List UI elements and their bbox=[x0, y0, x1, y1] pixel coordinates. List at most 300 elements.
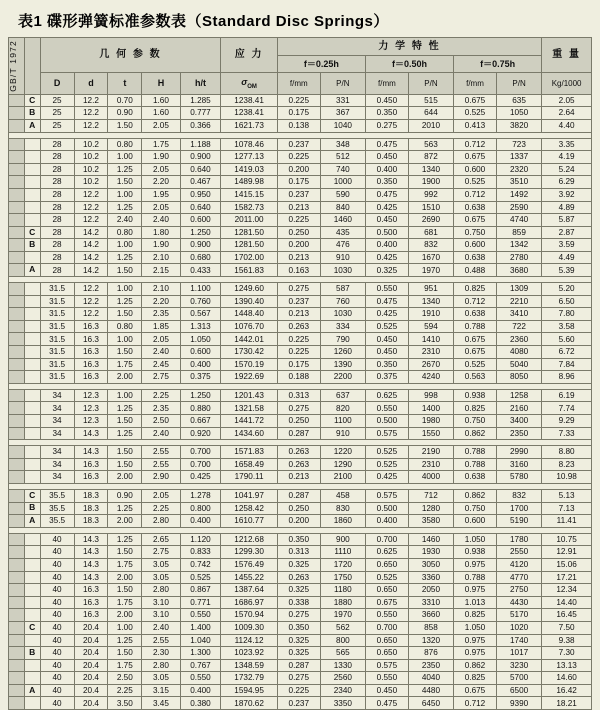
cell-thickness: 2.00 bbox=[108, 609, 142, 622]
cell-p-025: 840 bbox=[320, 201, 365, 214]
cell-f-050: 0.575 bbox=[365, 489, 408, 502]
table-row bbox=[9, 358, 592, 371]
cell-h-over-t: 0.400 bbox=[180, 515, 221, 528]
cell-p-050: 515 bbox=[408, 94, 453, 107]
cell-p-050: 2310 bbox=[408, 346, 453, 359]
cell-h-over-t: 0.880 bbox=[180, 402, 221, 415]
cell-inner-diameter: 16.3 bbox=[74, 371, 108, 384]
cell-p-075: 5040 bbox=[496, 358, 541, 371]
cell-p-050: 951 bbox=[408, 283, 453, 296]
cell-f-075: 0.825 bbox=[454, 402, 497, 415]
cell-p-025: 1290 bbox=[320, 458, 365, 471]
cell-stress: 1201.43 bbox=[221, 389, 277, 402]
cell-f-075: 0.975 bbox=[454, 584, 497, 597]
cell-p-075: 1017 bbox=[496, 647, 541, 660]
cell-stress: 1415.15 bbox=[221, 188, 277, 201]
group-cell bbox=[24, 176, 40, 189]
cell-p-025: 1720 bbox=[320, 558, 365, 571]
cell-outer-diameter: 34 bbox=[40, 402, 74, 415]
cell-inner-diameter: 16.3 bbox=[74, 458, 108, 471]
standard-strip-cell bbox=[9, 458, 25, 471]
cell-inner-diameter: 12.2 bbox=[74, 214, 108, 227]
cell-inner-diameter: 12.2 bbox=[74, 201, 108, 214]
cell-p-025: 565 bbox=[320, 647, 365, 660]
cell-p-050: 872 bbox=[408, 151, 453, 164]
cell-outer-diameter: 40 bbox=[40, 558, 74, 571]
cell-p-075: 1700 bbox=[496, 502, 541, 515]
cell-h-over-t: 1.188 bbox=[180, 138, 221, 151]
cell-inner-diameter: 16.3 bbox=[74, 609, 108, 622]
cell-outer-diameter: 35.5 bbox=[40, 489, 74, 502]
cell-weight: 7.84 bbox=[542, 358, 592, 371]
standard-strip-cell bbox=[9, 333, 25, 346]
cell-f-050: 0.350 bbox=[365, 176, 408, 189]
weight-header: 重 量 bbox=[542, 38, 592, 73]
col-header-D: D bbox=[40, 73, 74, 95]
cell-f-075: 0.525 bbox=[454, 358, 497, 371]
cell-f-050: 0.500 bbox=[365, 502, 408, 515]
cell-outer-diameter: 31.5 bbox=[40, 320, 74, 333]
cell-thickness: 1.00 bbox=[108, 188, 142, 201]
cell-inner-diameter: 20.4 bbox=[74, 647, 108, 660]
group-cell: C bbox=[24, 621, 40, 634]
cell-p-075: 832 bbox=[496, 489, 541, 502]
cell-p-025: 1750 bbox=[320, 571, 365, 584]
cell-p-050: 1400 bbox=[408, 402, 453, 415]
cell-f-075: 0.675 bbox=[454, 333, 497, 346]
cell-f-050: 0.350 bbox=[365, 358, 408, 371]
table-row bbox=[9, 402, 592, 415]
cell-thickness: 1.50 bbox=[108, 415, 142, 428]
standard-strip-cell bbox=[9, 119, 25, 132]
cell-f-025: 0.275 bbox=[277, 402, 320, 415]
cell-p-025: 910 bbox=[320, 251, 365, 264]
cell-h-over-t: 0.867 bbox=[180, 584, 221, 597]
cell-f-075: 0.712 bbox=[454, 295, 497, 308]
cell-thickness: 1.50 bbox=[108, 584, 142, 597]
cell-p-050: 2350 bbox=[408, 659, 453, 672]
cell-p-075: 5190 bbox=[496, 515, 541, 528]
group-cell bbox=[24, 596, 40, 609]
cell-stress: 1321.58 bbox=[221, 402, 277, 415]
cell-stress: 1702.00 bbox=[221, 251, 277, 264]
cell-h-over-t: 0.550 bbox=[180, 609, 221, 622]
cell-stress: 1238.41 bbox=[221, 94, 277, 107]
cell-f-075: 0.600 bbox=[454, 163, 497, 176]
cell-p-025: 910 bbox=[320, 427, 365, 440]
cell-thickness: 1.25 bbox=[108, 295, 142, 308]
cell-p-050: 1550 bbox=[408, 427, 453, 440]
cell-thickness: 2.00 bbox=[108, 515, 142, 528]
cell-h-over-t: 0.833 bbox=[180, 546, 221, 559]
cell-f-075: 0.675 bbox=[454, 684, 497, 697]
cell-p-050: 998 bbox=[408, 389, 453, 402]
cell-inner-diameter: 12.2 bbox=[74, 94, 108, 107]
cell-thickness: 2.25 bbox=[108, 684, 142, 697]
cell-thickness: 1.50 bbox=[108, 446, 142, 459]
cell-f-075: 1.013 bbox=[454, 596, 497, 609]
cell-height: 2.40 bbox=[142, 427, 180, 440]
table-row bbox=[9, 214, 592, 227]
cell-f-075: 0.675 bbox=[454, 151, 497, 164]
cell-outer-diameter: 28 bbox=[40, 251, 74, 264]
group-cell: A bbox=[24, 119, 40, 132]
cell-stress: 1571.83 bbox=[221, 446, 277, 459]
cell-thickness: 1.25 bbox=[108, 427, 142, 440]
geometry-header: 几 何 参 数 bbox=[40, 38, 221, 73]
table-row bbox=[9, 647, 592, 660]
cell-weight: 7.33 bbox=[542, 427, 592, 440]
cell-weight: 7.13 bbox=[542, 502, 592, 515]
cell-inner-diameter: 20.4 bbox=[74, 697, 108, 710]
cell-h-over-t: 0.600 bbox=[180, 346, 221, 359]
cell-p-025: 3350 bbox=[320, 697, 365, 710]
cell-weight: 4.40 bbox=[542, 119, 592, 132]
cell-f-025: 0.237 bbox=[277, 188, 320, 201]
cell-f-025: 0.250 bbox=[277, 415, 320, 428]
table-row bbox=[9, 634, 592, 647]
cell-f-050: 0.550 bbox=[365, 672, 408, 685]
cell-height: 2.40 bbox=[142, 214, 180, 227]
table-body bbox=[9, 94, 592, 709]
f050-header: f＝0.50h bbox=[365, 56, 453, 73]
cell-h-over-t: 1.300 bbox=[180, 647, 221, 660]
table-row bbox=[9, 226, 592, 239]
cell-stress: 1441.72 bbox=[221, 415, 277, 428]
cell-weight: 7.50 bbox=[542, 621, 592, 634]
standard-strip-cell bbox=[9, 295, 25, 308]
cell-thickness: 2.40 bbox=[108, 214, 142, 227]
cell-p-025: 1860 bbox=[320, 515, 365, 528]
f025-header: f＝0.25h bbox=[277, 56, 365, 73]
cell-inner-diameter: 14.3 bbox=[74, 533, 108, 546]
cell-f-025: 0.350 bbox=[277, 621, 320, 634]
cell-f-025: 0.237 bbox=[277, 697, 320, 710]
cell-outer-diameter: 28 bbox=[40, 214, 74, 227]
cell-height: 1.85 bbox=[142, 320, 180, 333]
cell-outer-diameter: 28 bbox=[40, 264, 74, 277]
cell-stress: 1455.22 bbox=[221, 571, 277, 584]
col-header-sigma bbox=[221, 73, 277, 95]
cell-thickness: 1.50 bbox=[108, 647, 142, 660]
cell-stress: 1621.73 bbox=[221, 119, 277, 132]
cell-p-075: 1342 bbox=[496, 239, 541, 252]
cell-height: 2.40 bbox=[142, 346, 180, 359]
col-header-d: d bbox=[74, 73, 108, 95]
standard-strip-cell bbox=[9, 251, 25, 264]
cell-f-050: 0.275 bbox=[365, 119, 408, 132]
cell-weight: 7.80 bbox=[542, 308, 592, 321]
col-header-ht: h/t bbox=[180, 73, 221, 95]
cell-weight: 13.13 bbox=[542, 659, 592, 672]
cell-height: 2.80 bbox=[142, 659, 180, 672]
cell-f-075: 0.788 bbox=[454, 320, 497, 333]
cell-h-over-t: 0.567 bbox=[180, 308, 221, 321]
table-row bbox=[9, 283, 592, 296]
standard-strip-cell bbox=[9, 502, 25, 515]
cell-stress: 2011.00 bbox=[221, 214, 277, 227]
cell-p-075: 4120 bbox=[496, 558, 541, 571]
cell-weight: 4.89 bbox=[542, 201, 592, 214]
cell-p-050: 858 bbox=[408, 621, 453, 634]
cell-inner-diameter: 10.2 bbox=[74, 138, 108, 151]
standard-strip-cell bbox=[9, 320, 25, 333]
cell-thickness: 2.00 bbox=[108, 571, 142, 584]
cell-f-050: 0.425 bbox=[365, 201, 408, 214]
cell-stress: 1009.30 bbox=[221, 621, 277, 634]
cell-f-050: 0.500 bbox=[365, 226, 408, 239]
cell-h-over-t: 0.375 bbox=[180, 371, 221, 384]
cell-f-025: 0.263 bbox=[277, 320, 320, 333]
cell-outer-diameter: 40 bbox=[40, 546, 74, 559]
cell-f-075: 0.488 bbox=[454, 264, 497, 277]
cell-h-over-t: 0.600 bbox=[180, 214, 221, 227]
cell-height: 2.45 bbox=[142, 358, 180, 371]
cell-f-025: 0.325 bbox=[277, 634, 320, 647]
table-row bbox=[9, 389, 592, 402]
cell-f-075: 0.825 bbox=[454, 283, 497, 296]
group-cell: C bbox=[24, 226, 40, 239]
group-cell: A bbox=[24, 264, 40, 277]
cell-f-025: 0.225 bbox=[277, 346, 320, 359]
table-row bbox=[9, 346, 592, 359]
cell-h-over-t: 0.640 bbox=[180, 201, 221, 214]
cell-h-over-t: 0.366 bbox=[180, 119, 221, 132]
cell-p-025: 2200 bbox=[320, 371, 365, 384]
table-row bbox=[9, 308, 592, 321]
cell-inner-diameter: 16.3 bbox=[74, 596, 108, 609]
cell-thickness: 1.00 bbox=[108, 283, 142, 296]
cell-weight: 8.23 bbox=[542, 458, 592, 471]
cell-h-over-t: 1.285 bbox=[180, 94, 221, 107]
table-row bbox=[9, 320, 592, 333]
cell-p-050: 1980 bbox=[408, 415, 453, 428]
cell-weight: 10.98 bbox=[542, 471, 592, 484]
standard-strip-cell bbox=[9, 201, 25, 214]
cell-thickness: 1.50 bbox=[108, 176, 142, 189]
cell-f-075: 1.050 bbox=[454, 621, 497, 634]
cell-inner-diameter: 18.3 bbox=[74, 502, 108, 515]
cell-stress: 1561.83 bbox=[221, 264, 277, 277]
cell-inner-diameter: 14.2 bbox=[74, 264, 108, 277]
table-row bbox=[9, 138, 592, 151]
cell-h-over-t: 0.767 bbox=[180, 659, 221, 672]
cell-p-025: 637 bbox=[320, 389, 365, 402]
group-cell bbox=[24, 163, 40, 176]
cell-height: 3.05 bbox=[142, 571, 180, 584]
cell-f-050: 0.450 bbox=[365, 346, 408, 359]
cell-stress: 1390.40 bbox=[221, 295, 277, 308]
table-row bbox=[9, 251, 592, 264]
cell-inner-diameter: 12.2 bbox=[74, 295, 108, 308]
cell-f-050: 0.350 bbox=[365, 107, 408, 120]
cell-p-025: 476 bbox=[320, 239, 365, 252]
cell-f-075: 0.675 bbox=[454, 94, 497, 107]
standard-strip-cell bbox=[9, 94, 25, 107]
cell-f-025: 0.225 bbox=[277, 684, 320, 697]
cell-outer-diameter: 34 bbox=[40, 415, 74, 428]
cell-p-050: 3310 bbox=[408, 596, 453, 609]
cell-f-075: 0.638 bbox=[454, 471, 497, 484]
cell-p-025: 790 bbox=[320, 333, 365, 346]
cell-h-over-t: 0.742 bbox=[180, 558, 221, 571]
cell-height: 2.05 bbox=[142, 201, 180, 214]
cell-p-025: 2100 bbox=[320, 471, 365, 484]
cell-weight: 6.72 bbox=[542, 346, 592, 359]
cell-p-025: 512 bbox=[320, 151, 365, 164]
cell-thickness: 2.50 bbox=[108, 672, 142, 685]
cell-f-075: 0.788 bbox=[454, 458, 497, 471]
cell-p-075: 4740 bbox=[496, 214, 541, 227]
cell-outer-diameter: 28 bbox=[40, 163, 74, 176]
cell-f-025: 0.175 bbox=[277, 107, 320, 120]
cell-p-025: 1460 bbox=[320, 214, 365, 227]
cell-f-075: 0.825 bbox=[454, 672, 497, 685]
cell-f-025: 0.263 bbox=[277, 446, 320, 459]
cell-height: 1.75 bbox=[142, 138, 180, 151]
cell-weight: 7.30 bbox=[542, 647, 592, 660]
cell-weight: 5.39 bbox=[542, 264, 592, 277]
group-cell: A bbox=[24, 684, 40, 697]
cell-h-over-t: 0.400 bbox=[180, 684, 221, 697]
group-cell: B bbox=[24, 502, 40, 515]
cell-outer-diameter: 40 bbox=[40, 621, 74, 634]
cell-thickness: 1.50 bbox=[108, 119, 142, 132]
standard-label: GB/T 1972 bbox=[8, 40, 18, 92]
cell-p-025: 587 bbox=[320, 283, 365, 296]
cell-height: 2.55 bbox=[142, 634, 180, 647]
cell-p-050: 594 bbox=[408, 320, 453, 333]
cell-weight: 8.96 bbox=[542, 371, 592, 384]
cell-p-075: 3160 bbox=[496, 458, 541, 471]
cell-inner-diameter: 14.3 bbox=[74, 427, 108, 440]
standard-strip-cell bbox=[9, 515, 25, 528]
standard-strip-cell bbox=[9, 684, 25, 697]
cell-p-050: 1320 bbox=[408, 634, 453, 647]
cell-thickness: 1.50 bbox=[108, 308, 142, 321]
cell-f-025: 0.287 bbox=[277, 659, 320, 672]
cell-weight: 3.35 bbox=[542, 138, 592, 151]
cell-stress: 1041.97 bbox=[221, 489, 277, 502]
group-cell bbox=[24, 188, 40, 201]
cell-p-050: 4240 bbox=[408, 371, 453, 384]
cell-p-075: 2750 bbox=[496, 584, 541, 597]
cell-thickness: 0.70 bbox=[108, 94, 142, 107]
cell-thickness: 2.00 bbox=[108, 471, 142, 484]
cell-p-025: 334 bbox=[320, 320, 365, 333]
cell-stress: 1922.69 bbox=[221, 371, 277, 384]
cell-p-050: 1280 bbox=[408, 502, 453, 515]
cell-p-025: 830 bbox=[320, 502, 365, 515]
cell-f-075: 0.750 bbox=[454, 415, 497, 428]
cell-p-050: 3580 bbox=[408, 515, 453, 528]
cell-f-025: 0.287 bbox=[277, 427, 320, 440]
cell-weight: 9.29 bbox=[542, 415, 592, 428]
cell-p-050: 1970 bbox=[408, 264, 453, 277]
col-header-f-025: f/mm bbox=[277, 73, 320, 95]
cell-weight: 8.80 bbox=[542, 446, 592, 459]
cell-weight: 4.49 bbox=[542, 251, 592, 264]
cell-outer-diameter: 28 bbox=[40, 239, 74, 252]
col-header-p-050: P/N bbox=[408, 73, 453, 95]
cell-weight: 9.38 bbox=[542, 634, 592, 647]
cell-f-025: 0.225 bbox=[277, 151, 320, 164]
table-row bbox=[9, 502, 592, 515]
cell-p-050: 644 bbox=[408, 107, 453, 120]
cell-p-025: 1880 bbox=[320, 596, 365, 609]
cell-stress: 1790.11 bbox=[221, 471, 277, 484]
cell-f-025: 0.313 bbox=[277, 389, 320, 402]
table-row bbox=[9, 609, 592, 622]
cell-stress: 1387.64 bbox=[221, 584, 277, 597]
cell-outer-diameter: 40 bbox=[40, 571, 74, 584]
cell-inner-diameter: 10.2 bbox=[74, 176, 108, 189]
cell-p-050: 2670 bbox=[408, 358, 453, 371]
cell-f-025: 0.250 bbox=[277, 502, 320, 515]
cell-p-025: 1110 bbox=[320, 546, 365, 559]
cell-f-025: 0.275 bbox=[277, 283, 320, 296]
cell-outer-diameter: 28 bbox=[40, 188, 74, 201]
page-title: 表1 碟形弹簧标准参数表（Standard Disc Springs） bbox=[18, 13, 389, 30]
cell-f-025: 0.287 bbox=[277, 489, 320, 502]
cell-stress: 1023.92 bbox=[221, 647, 277, 660]
cell-f-050: 0.550 bbox=[365, 402, 408, 415]
cell-h-over-t: 0.900 bbox=[180, 239, 221, 252]
standard-strip-cell bbox=[9, 138, 25, 151]
cell-height: 2.75 bbox=[142, 371, 180, 384]
table-row bbox=[9, 107, 592, 120]
cell-thickness: 1.75 bbox=[108, 596, 142, 609]
cell-p-050: 1340 bbox=[408, 295, 453, 308]
sigma-symbol: σ bbox=[241, 76, 248, 87]
cell-weight: 11.41 bbox=[542, 515, 592, 528]
cell-p-075: 4430 bbox=[496, 596, 541, 609]
table-row bbox=[9, 458, 592, 471]
standard-label-cell bbox=[9, 38, 25, 95]
cell-h-over-t: 0.900 bbox=[180, 151, 221, 164]
cell-weight: 6.19 bbox=[542, 389, 592, 402]
cell-h-over-t: 1.050 bbox=[180, 333, 221, 346]
cell-height: 1.80 bbox=[142, 226, 180, 239]
cell-height: 2.65 bbox=[142, 533, 180, 546]
cell-height: 3.10 bbox=[142, 609, 180, 622]
standard-strip-cell bbox=[9, 371, 25, 384]
standard-strip-cell bbox=[9, 176, 25, 189]
cell-p-075: 4770 bbox=[496, 571, 541, 584]
sigma-subscript: OM bbox=[247, 83, 257, 90]
cell-f-025: 0.200 bbox=[277, 239, 320, 252]
table-row bbox=[9, 515, 592, 528]
standard-strip-cell bbox=[9, 621, 25, 634]
cell-p-050: 1410 bbox=[408, 333, 453, 346]
cell-p-025: 820 bbox=[320, 402, 365, 415]
standard-strip-cell bbox=[9, 659, 25, 672]
cell-height: 2.15 bbox=[142, 264, 180, 277]
group-cell bbox=[24, 659, 40, 672]
cell-thickness: 0.80 bbox=[108, 320, 142, 333]
group-cell: B bbox=[24, 107, 40, 120]
f075-header: f＝0.75h bbox=[454, 56, 542, 73]
cell-f-025: 0.350 bbox=[277, 533, 320, 546]
table-row bbox=[9, 697, 592, 710]
table-row bbox=[9, 659, 592, 672]
cell-f-050: 0.475 bbox=[365, 697, 408, 710]
cell-f-050: 0.425 bbox=[365, 471, 408, 484]
cell-outer-diameter: 40 bbox=[40, 584, 74, 597]
cell-f-025: 0.213 bbox=[277, 201, 320, 214]
cell-inner-diameter: 16.3 bbox=[74, 346, 108, 359]
cell-p-050: 563 bbox=[408, 138, 453, 151]
